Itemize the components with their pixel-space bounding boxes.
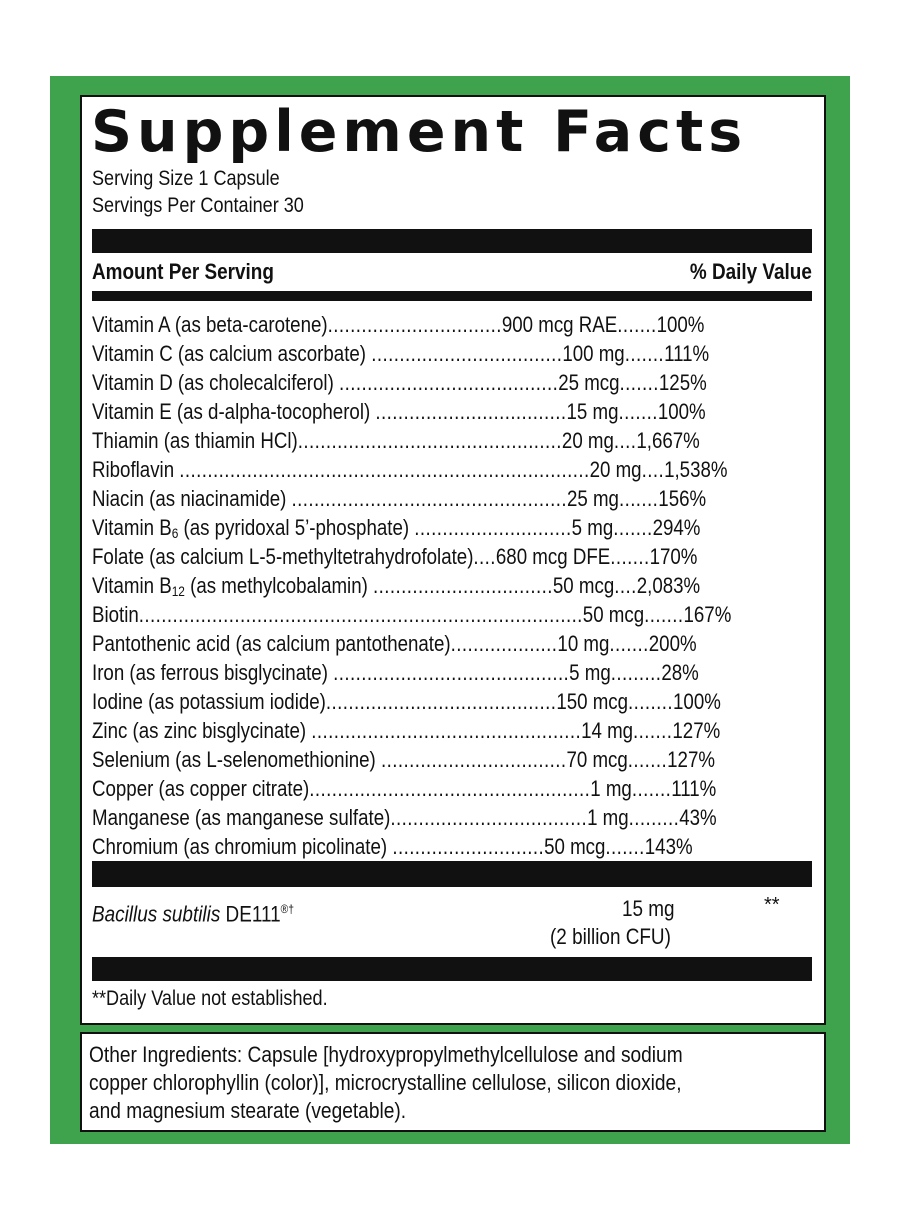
leader-dots: ..................................................	[309, 776, 591, 801]
probiotic-cfu: (2 billion CFU)	[550, 924, 671, 949]
nutrient-row	[92, 716, 782, 745]
nutrient-amount: 900 mcg RAE	[501, 312, 618, 337]
nutrient-amount: 1 mg	[587, 805, 629, 830]
leader-dots: .......	[644, 602, 684, 627]
other-ingredients-line-3: and magnesium stearate (vegetable).	[89, 1098, 407, 1123]
nutrient-name: Riboflavin	[92, 457, 180, 482]
amount-per-serving-header: Amount Per Serving	[92, 259, 274, 284]
nutrient-row	[92, 571, 782, 600]
leader-dots: .......	[624, 341, 665, 366]
nutrient-row	[92, 484, 782, 513]
nutrient-amount: 5 mg	[569, 660, 611, 685]
nutrient-name: Pantothenic acid (as calcium pantothenate)	[92, 631, 451, 656]
nutrient-source: (as pyridoxal 5’-phosphate)	[178, 515, 415, 540]
other-ingredients-line-2: copper chlorophyllin (color)], microcrystalline cellulose, silicon dioxide,	[89, 1070, 682, 1095]
panel-title: Supplement Facts	[91, 99, 748, 165]
nutrient-amount: 70 mcg	[566, 747, 628, 772]
nutrient-row	[92, 542, 782, 571]
nutrient-daily-value: 1,538%	[664, 457, 728, 482]
leader-dots: ....	[473, 544, 496, 569]
nutrient-name: Vitamin A (as beta-carotene)	[92, 312, 328, 337]
leader-dots: .................................	[380, 747, 567, 772]
leader-dots: .................................................	[291, 486, 567, 511]
leader-dots: .......	[609, 631, 649, 656]
nutrient-name: Folate (as calcium L-5-methyltetrahydrofolate)	[92, 544, 474, 569]
nutrient-name: Vitamin D (as cholecalciferol)	[92, 370, 340, 395]
nutrient-amount: 50 mcg	[552, 573, 615, 598]
thick-rule-bottom	[92, 957, 812, 981]
nutrient-amount: 25 mcg	[558, 370, 620, 395]
nutrient-name: Niacin (as niacinamide)	[92, 486, 292, 511]
nutrient-daily-value: 294%	[652, 515, 701, 540]
nutrient-row	[92, 687, 782, 716]
nutrient-amount: 150 mcg	[556, 689, 629, 714]
nutrient-row	[92, 513, 782, 542]
nutrient-row	[92, 339, 782, 368]
nutrient-daily-value: 170%	[649, 544, 698, 569]
nutrient-amount: 50 mcg	[544, 834, 606, 859]
nutrient-name: Thiamin (as thiamin HCl)	[92, 428, 298, 453]
leader-dots: ..................................	[371, 341, 563, 366]
nutrient-name: Selenium (as L-selenomethionine)	[92, 747, 381, 772]
nutrient-amount: 50 mcg	[582, 602, 645, 627]
leader-dots: ...............................	[327, 312, 502, 337]
nutrient-daily-value: 167%	[683, 602, 732, 627]
other-ingredients-line-1: Other Ingredients: Capsule [hydroxypropylmethylcellulose and sodium	[89, 1042, 683, 1067]
nutrient-daily-value: 100%	[656, 312, 705, 337]
nutrient-row	[92, 426, 782, 455]
leader-dots: ...................	[450, 631, 558, 656]
nutrient-daily-value: 143%	[644, 834, 693, 859]
leader-dots: ..................................	[375, 399, 567, 424]
leader-dots: ............................	[414, 515, 572, 540]
nutrient-name: Iodine (as potassium iodide)	[92, 689, 326, 714]
nutrient-row	[92, 745, 782, 774]
nutrient-row	[92, 310, 782, 339]
nutrient-daily-value: 156%	[658, 486, 707, 511]
leader-dots: ....	[613, 428, 637, 453]
nutrient-daily-value: 111%	[664, 341, 710, 366]
nutrient-name: Manganese (as manganese sulfate)	[92, 805, 391, 830]
leader-dots: .......	[605, 834, 645, 859]
nutrient-row	[92, 397, 782, 426]
nutrient-name: Biotin	[92, 602, 139, 627]
leader-dots: .........................................................................	[179, 457, 590, 482]
servings-per-container: Servings Per Container 30	[92, 194, 304, 217]
leader-dots: ...................................	[390, 805, 588, 830]
leader-dots: .......	[613, 515, 653, 540]
leader-dots: .......................................	[339, 370, 559, 395]
probiotic-species: Bacillus subtilis	[92, 901, 221, 927]
nutrient-name: Iron (as ferrous bisglycinate)	[92, 660, 334, 685]
nutrient-name: Vitamin B	[92, 515, 172, 540]
nutrient-row	[92, 600, 782, 629]
nutrient-name: Vitamin C (as calcium ascorbate)	[92, 341, 372, 366]
nutrient-daily-value: 111%	[671, 776, 717, 801]
leader-dots: ...........................	[392, 834, 545, 859]
nutrient-daily-value: 127%	[672, 718, 721, 743]
leader-dots: ....	[614, 573, 637, 598]
nutrient-row	[92, 658, 782, 687]
nutrient-row	[92, 803, 782, 832]
nutrient-amount: 1 mg	[590, 776, 632, 801]
nutrient-amount: 14 mg	[581, 718, 634, 743]
thick-rule-top	[92, 229, 812, 253]
leader-dots: .......	[618, 399, 658, 424]
leader-dots: .......	[610, 544, 650, 569]
leader-dots: .......	[627, 747, 668, 772]
nutrient-row	[92, 455, 782, 484]
nutrient-daily-value: 43%	[679, 805, 717, 830]
leader-dots: ...............................................................................	[138, 602, 583, 627]
nutrient-amount: 15 mg	[566, 399, 619, 424]
probiotic-marks: ®†	[280, 902, 294, 916]
nutrient-list	[92, 310, 782, 861]
leader-dots: ....	[641, 457, 665, 482]
nutrient-name: Vitamin E (as d-alpha-tocopherol)	[92, 399, 376, 424]
probiotic-daily-value: **	[764, 894, 780, 916]
leader-dots: ................................................	[311, 718, 582, 743]
medium-rule	[92, 291, 812, 301]
probiotic-amount: 15 mg	[622, 896, 675, 921]
nutrient-name: Copper (as copper citrate)	[92, 776, 310, 801]
leader-dots: .........	[610, 660, 662, 685]
nutrient-daily-value: 1,667%	[636, 428, 700, 453]
nutrient-daily-value: 100%	[657, 399, 706, 424]
nutrient-row	[92, 629, 782, 658]
nutrient-amount: 20 mg	[561, 428, 614, 453]
leader-dots: .......	[619, 370, 659, 395]
nutrient-name: Vitamin B	[92, 573, 172, 598]
nutrient-amount: 20 mg	[589, 457, 642, 482]
daily-value-header: % Daily Value	[690, 259, 812, 284]
leader-dots: .......	[631, 776, 672, 801]
nutrient-amount: 5 mg	[571, 515, 614, 540]
leader-dots: ...............................................	[297, 428, 562, 453]
nutrient-name: Chromium (as chromium picolinate)	[92, 834, 393, 859]
leader-dots: .......	[617, 312, 657, 337]
serving-size: Serving Size 1 Capsule	[92, 167, 280, 190]
nutrient-name: Zinc (as zinc bisglycinate)	[92, 718, 312, 743]
leader-dots: .........	[628, 805, 680, 830]
nutrient-daily-value: 200%	[648, 631, 697, 656]
nutrient-daily-value: 125%	[658, 370, 707, 395]
leader-dots: ..........................................	[333, 660, 570, 685]
nutrient-daily-value: 127%	[667, 747, 715, 772]
leader-dots: .........................................	[325, 689, 557, 714]
leader-dots: .......	[618, 486, 659, 511]
nutrient-amount: 10 mg	[557, 631, 610, 656]
nutrient-subscript: 12	[171, 583, 185, 599]
thick-rule-middle	[92, 861, 812, 887]
nutrient-amount: 25 mg	[566, 486, 619, 511]
leader-dots: ................................	[373, 573, 553, 598]
nutrient-amount: 100 mg	[562, 341, 625, 366]
nutrient-daily-value: 28%	[661, 660, 699, 685]
nutrient-row	[92, 774, 782, 803]
daily-value-footnote: **Daily Value not established.	[92, 987, 328, 1010]
probiotic-strain: DE111	[220, 901, 281, 927]
nutrient-daily-value: 100%	[673, 689, 721, 714]
probiotic-name	[92, 895, 294, 928]
leader-dots: ........	[628, 689, 674, 714]
nutrient-source: (as methylcobalamin)	[184, 573, 374, 598]
leader-dots: .......	[633, 718, 673, 743]
nutrient-amount: 680 mcg DFE	[495, 544, 611, 569]
nutrient-row	[92, 368, 782, 397]
nutrient-daily-value: 2,083%	[636, 573, 701, 598]
nutrient-subscript: 6	[171, 525, 179, 541]
nutrient-row	[92, 832, 782, 861]
